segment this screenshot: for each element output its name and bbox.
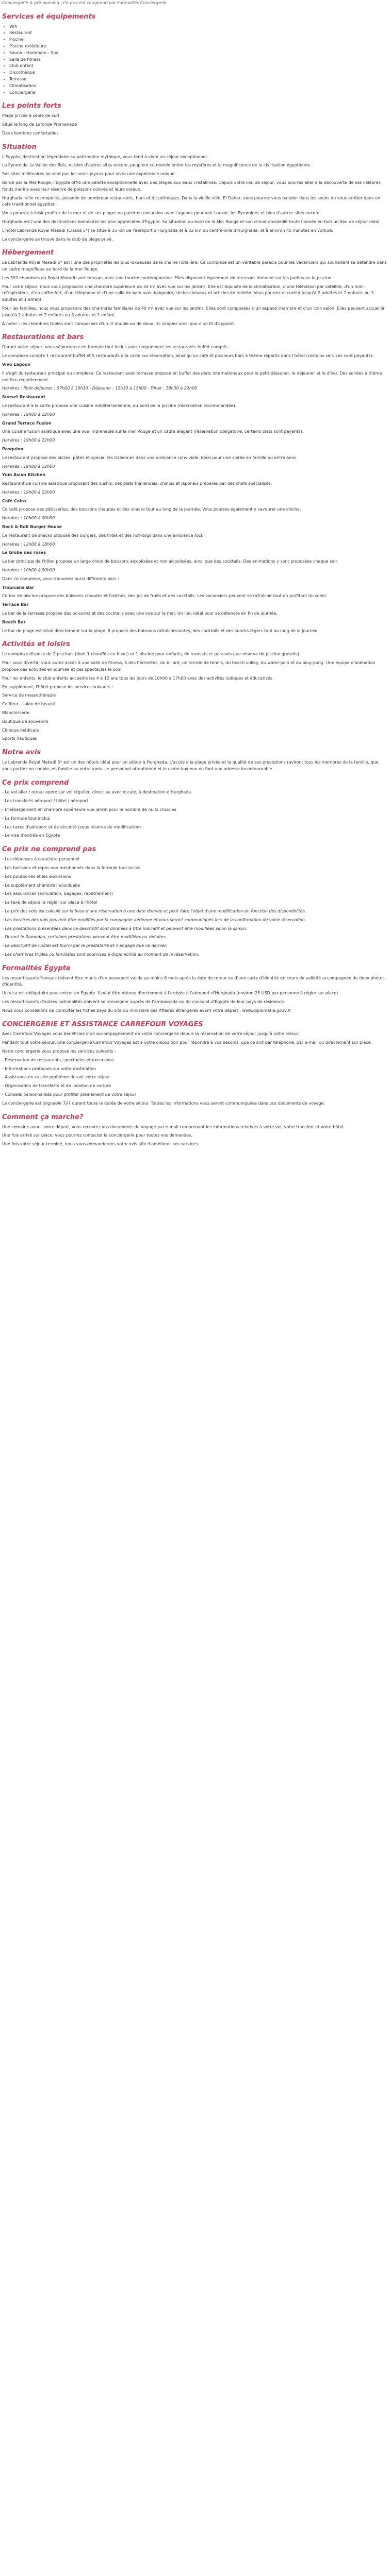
situation-paragraph: Hurghada est l'une des destinations balnéaires les plus appréciées d'Égypte. Sa situation au bord de la Mer Rouge et son climat ensoleillé toute l'année en font un lieu de séjour idéal. bbox=[2, 219, 381, 224]
list-item: • Discothèque bbox=[9, 70, 389, 76]
prix-comprend-line: - Le visa d'entrée en Égypte bbox=[2, 833, 60, 838]
conciergerie-bullet: - Assistance en cas de problème durant votre séjour bbox=[2, 1075, 110, 1080]
restaurant-name: Yum Asian Kitchen bbox=[2, 472, 45, 478]
notre-avis-paragraph: Le Labranda Royal Makadi 5* est un des hôtels idéal pour un séjour à Hurghada. L'accès à la plage privée et la qualité de ses prestations raviront tous les membres de la famille, que vous partiez en couple, en famille ou entre amis. Le personnel attentionné et le cadre luxueux en font une adresse incontournable. bbox=[2, 759, 379, 771]
situation-paragraph: Hurghada, ville cosmopolite, possède de nombreux restaurants, bars et discothèques. Dans la vieille ville, El Dahar, vous pourrez vous balader dans les souks ou vous arrêter dans un café traditionnel égyptien. bbox=[2, 195, 381, 207]
list-item: • Terrasse bbox=[9, 76, 389, 83]
services-title: Services et équipements bbox=[2, 12, 96, 21]
situation-paragraph: La conciergerie se trouve dans le club de plage privé. bbox=[2, 236, 113, 242]
restaurant-block bbox=[2, 394, 389, 418]
restauration-paragraph: Le complexe compte 1 restaurant buffet et 5 restaurants à la carte sur réservation, ainsi qu'un café et plusieurs bars à thème répartis dans l'hôtel (certains services sont payants). bbox=[2, 353, 374, 359]
conciergerie-bullet: - Conseils personnalisés pour profiter pleinement de votre séjour bbox=[2, 1092, 137, 1097]
list-item: • Climatisation bbox=[9, 83, 389, 90]
restaurant-hours: Horaires : 12h00 à 18h00 bbox=[2, 541, 55, 547]
restaurant-name: Café Cairo bbox=[2, 498, 26, 503]
list-item: • Piscine extérieure bbox=[9, 43, 389, 50]
list-item: • Club enfant bbox=[9, 63, 389, 70]
restaurant-text: Ce café propose des pâtisseries, des boissons chaudes et des snacks tout au long de la journée. Vous pourrez également y savourer une chicha. bbox=[2, 507, 301, 512]
prix-comprend-title: Ce prix comprend bbox=[2, 778, 69, 787]
bar-name: Terrace Bar bbox=[2, 602, 29, 607]
activites-paragraph: En supplément, l'hôtel propose les services suivants : bbox=[2, 684, 113, 689]
prix-note: - Les horaires des vols peuvent être modifiés par la compagnie aérienne et vous seront communiqués lors de la confirmation de votre réservation. bbox=[2, 917, 306, 922]
restaurant-name: Le Globe des roses bbox=[2, 550, 46, 555]
prix-comprend-line: - L'hébergement en chambre supérieure vue jardin pour le nombre de nuits choisies bbox=[2, 807, 176, 812]
hebergement-paragraph: Le Labranda Royal Makadi 5* est l'une des propriétés les plus luxueuses de la chaîne hôtelière. Ce complexe est un véritable paradis pour les vacanciers qui souhaitent se détendre dans un cadre magnifique au bord de la mer Rouge. bbox=[2, 260, 387, 272]
extra-item: Sports nautiques bbox=[2, 736, 37, 741]
prix-ne-comprend-line: - Le supplément chambre individuelle bbox=[2, 883, 80, 888]
situation-paragraph: L'Égypte, destination légendaire au patrimoine mythique, vous tend à vivre un séjour exceptionnel. bbox=[2, 154, 208, 159]
situation-paragraph: Ses sites millénaires ne sont pas les seuls joyaux pour vivre une expérience unique. bbox=[2, 172, 176, 177]
prix-ne-comprend-title: Ce prix ne comprend pas bbox=[2, 845, 96, 854]
restaurant-block bbox=[2, 498, 389, 522]
hebergement-paragraph: Les 392 chambres du Royal Makadi sont conçues avec une touche contemporaine. Elles disposent également de terrasses donnant sur les jardins ou la piscine. bbox=[2, 275, 333, 280]
activites-paragraph: Pour vous divertir, vous aurez accès à une salle de fitness, à des fléchettes, du billard, un terrain de tennis, du beach-volley, du water-polo et du ping-pong. Une équipe d'animation propose des activités en journée et des spectacles le soir. bbox=[2, 660, 376, 672]
bars-intro: Dans ce complexe, vous trouverez aussi différents bars : bbox=[2, 576, 119, 581]
bar-text: Le bar de plage est situé directement sur la plage. Il propose des boissons rafraîchissantes, des cocktails et des snacks légers tout au long de la journée. bbox=[2, 628, 319, 633]
restaurant-hours: Horaires : 19h00 à 22h00 bbox=[2, 412, 55, 417]
prix-ne-comprend-line: - Les assurances (annulation, bagages, rapatriement) bbox=[2, 891, 113, 896]
bar-name: Tropicana Bar bbox=[2, 585, 34, 590]
prix-note: - Le prix des vols est calculé sur la base d'une réservation à une date donnée et peut faire l'objet d'une modification en fonction des disponibilités. bbox=[2, 908, 306, 913]
restaurant-name: Rock & Roll Burger House bbox=[2, 524, 62, 530]
points-forts-section bbox=[2, 102, 389, 137]
formalites-section bbox=[2, 964, 389, 1014]
hebergement-section bbox=[2, 249, 389, 327]
situation-title: Situation bbox=[2, 143, 37, 151]
conciergerie-title: CONCIERGERIE ET ASSISTANCE CARREFOUR VOYAGES bbox=[2, 1020, 203, 1028]
restaurant-text: Le bar principal de l'hôtel propose un large choix de boissons alcoolisées et non alcoolisées, ainsi que des cocktails. Des animations y sont proposées chaque soir. bbox=[2, 559, 338, 564]
restaurant-hours: Horaires : 19h00 à 22h00 bbox=[2, 489, 55, 495]
notre-avis-section bbox=[2, 749, 389, 772]
restauration-paragraph: Durant votre séjour, vous séjournerez en formule tout inclus avec uniquement les restaurants buffet compris. bbox=[2, 345, 229, 350]
formalites-paragraph: Les ressortissants français doivent être munis d'un passeport valide au moins 6 mois après la date de retour ou d'une carte d'identité en cours de validité accompagnée de deux photos d'identité. bbox=[2, 975, 385, 987]
activites-title: Activités et loisirs bbox=[2, 640, 71, 649]
comment-paragraph: Une semaine avant votre départ, vous recevrez vos documents de voyage par e-mail comprenant les informations relatives à votre vol, votre transfert et votre hôtel. bbox=[2, 1124, 345, 1129]
comment-paragraph: Une fois votre séjour terminé, nous vous demanderons votre avis afin d'améliorer nos services. bbox=[2, 1142, 200, 1147]
situation-paragraph: L'hôtel Labranda Royal Makadi (Classé 5*) se situe à 35 km de l'aéroport d'Hurghada et à 32 km du centre-ville d'Hurghada, et à environ 45 minutes en voiture. bbox=[2, 228, 333, 233]
hebergement-title: Hébergement bbox=[2, 249, 54, 257]
prix-comprend-line: - Les taxes d'aéroport et de sécurité (sous réserve de modification) bbox=[2, 824, 141, 829]
situation-paragraph: Vous pourrez à loisir profiter de la mer et de ses plages ou partir en excursion avec l'agence pour voir Louxor, les Pyramides et bien d'autres sites encore. bbox=[2, 211, 321, 216]
prix-note: - Durant le Ramadan, certaines prestations peuvent être modifiées ou réduites. bbox=[2, 935, 167, 940]
restaurant-block bbox=[2, 420, 389, 444]
restaurant-text: Une cuisine fusion asiatique avec une vue imprenable sur la mer Rouge et un cadre élégant (réservation obligatoire, certains plats sont payants). bbox=[2, 429, 304, 434]
restaurant-hours: Horaires : 19h00 à 22h00 bbox=[2, 438, 55, 443]
conciergerie-paragraph: Pendant tout votre séjour, une conciergerie Carrefour Voyages est à votre disposition pour répondre à vos besoins, que ce soit par téléphone, par e-mail ou directement sur place. bbox=[2, 1040, 372, 1045]
formalites-paragraph: Les ressortissants d'autres nationalités doivent se renseigner auprès de l'ambassade ou du consulat d'Égypte de leur pays de résidence. bbox=[2, 999, 285, 1004]
prix-ne-comprend-section bbox=[2, 845, 389, 958]
restaurant-text: Ce restaurant de snacks propose des burgers, des frites et des hot-dogs dans une ambiance rock. bbox=[2, 533, 205, 538]
extra-item: Clinique médicale bbox=[2, 727, 39, 733]
points-forts-line: Plage privée à seule de sud bbox=[2, 113, 59, 118]
notre-avis-title: Notre avis bbox=[2, 749, 41, 757]
prix-comprend-section bbox=[2, 779, 389, 840]
hebergement-paragraph: À noter : les chambres triples sont composées d'un lit double ou de deux lits simples ainsi que d'un lit d'appoint. bbox=[2, 321, 235, 326]
points-forts-line: Des chambres confortables bbox=[2, 130, 59, 135]
comment-paragraph: Une fois arrivé sur place, vous pourrez contacter la conciergerie pour toutes vos demandes. bbox=[2, 1133, 192, 1138]
prix-comprend-line: - La formule tout inclus bbox=[2, 816, 50, 821]
bar-text: Ce bar de piscine propose des boissons chaudes et fraîches, des jus de fruits et des cocktails. Les vacanciers peuvent se rafraîchir tout en profitant du soleil. bbox=[2, 594, 327, 599]
prix-ne-comprend-line: - Les pourboires et les excursions bbox=[2, 874, 71, 879]
extra-item: Boutique de souvenirs bbox=[2, 719, 48, 724]
list-item: • Conciergerie bbox=[9, 90, 389, 96]
restaurant-block bbox=[2, 550, 389, 573]
prix-note: - Les chambres triples ou familiales sont soumises à disponibilité au moment de la réservation. bbox=[2, 952, 199, 957]
restaurant-text: Restaurant de cuisine asiatique proposant des sushis, des plats thaïlandais, chinois et japonais préparés par des chefs spécialisés. bbox=[2, 481, 272, 486]
services-section bbox=[2, 13, 389, 96]
extra-item: Blanchisserie bbox=[2, 710, 30, 715]
restaurant-hours: Horaires : Petit-déjeuner : 07h00 à 10h30 - Déjeuner : 12h30 à 15h00 - Dîner : 18h30 à 22h00 bbox=[2, 386, 198, 391]
restaurant-block bbox=[2, 472, 389, 496]
points-forts-title: Les points forts bbox=[2, 102, 61, 110]
extra-item: Coiffeur - salon de beauté bbox=[2, 702, 56, 707]
conciergerie-section bbox=[2, 1021, 389, 1107]
restaurant-text: Il s'agit du restaurant principal du complexe. Ce restaurant avec terrasse propose en buffet des plats internationaux pour le petit-déjeuner, le déjeuner et le dîner. Des soirées à thème ont lieu régulièrement. bbox=[2, 370, 382, 382]
activites-paragraph: Pour les enfants, le club enfants accueille les 4 à 12 ans tous les jours de 10h00 à 17h00 avec des activités ludiques et éducatives. bbox=[2, 675, 274, 681]
comment-section bbox=[2, 1113, 389, 1148]
activites-section bbox=[2, 640, 389, 742]
prix-ne-comprend-line: - Les dépenses à caractère personnel bbox=[2, 857, 79, 862]
restaurant-name: Pasquino bbox=[2, 446, 24, 451]
conciergerie-footer: La conciergerie est joignable 7j/7 durant toute la durée de votre séjour. Toutes les informations vous seront communiquées dans vos documents de voyage. bbox=[2, 1100, 325, 1106]
formalites-title: Formalités Égypte bbox=[2, 964, 71, 972]
conciergerie-bullet: - Réservation de restaurants, spectacles et excursions bbox=[2, 1057, 115, 1062]
restaurant-name: Vivo Lagoon bbox=[2, 362, 31, 367]
situation-paragraph: La Pyramide, la Vallée des Rois, et bien d'autres sites encore, peuplent ce monde entier les mystères et la magnificence de la civilisation égyptienne. bbox=[2, 163, 312, 168]
comment-title: Comment ça marche? bbox=[2, 1113, 84, 1121]
prix-note: - Les prestations présentées dans ce descriptif sont données à titre indicatif et peuvent être modifiées selon la saison. bbox=[2, 926, 248, 931]
prix-ne-comprend-line: - La taxe de séjour, à régler sur place à l'hôtel bbox=[2, 900, 97, 905]
conciergerie-paragraph: Notre conciergerie vous propose les services suivants : bbox=[2, 1049, 116, 1054]
conciergerie-bullet: - Organisation de transferts et de location de voiture bbox=[2, 1083, 111, 1089]
restaurant-hours: Horaires : 10h00 à 00h00 bbox=[2, 568, 55, 573]
hebergement-paragraph: Pour votre séjour, nous vous proposons une chambre supérieure de 34 m² avec vue sur les jardins. Elle est équipée de la climatisation, d'une télévision par satellite, d'un mini-réfrigérateur, d'un coffre-fort, d'un téléphone et d'une salle de bain avec baignoire, sèche-cheveux et articles de toilette. Vous pourrez accueillir jusqu'à 2 adultes et 2 enfants ou 3 adultes et 1 enfant. bbox=[2, 284, 374, 302]
services-list bbox=[2, 24, 389, 96]
restaurant-name: Sunset Restaurant bbox=[2, 395, 46, 400]
intro-line: Conciergerie & pre-opening | Ce prix est comprend par Formalités Conciergerie bbox=[2, 1, 167, 5]
formalites-paragraph: Un visa est obligatoire pour entrer en Égypte. Il peut être obtenu directement à l'arrivée à l'aéroport d'Hurghada (environ 25 USD par personne à régler sur place). bbox=[2, 991, 339, 996]
restaurant-block bbox=[2, 446, 389, 470]
extra-item: Service de massothérapie bbox=[2, 693, 56, 698]
restaurant-block bbox=[2, 362, 389, 392]
list-item: • Wifi bbox=[9, 24, 389, 30]
page bbox=[0, 0, 391, 1156]
points-forts-line: Situé le long de Lafonde Promenade bbox=[2, 122, 77, 127]
list-item: • Piscine bbox=[9, 37, 389, 43]
hebergement-paragraph: Pour les familles, nous vous proposons des chambres familiales de 40 m² avec vue sur les jardins. Elles sont composées d'un espace chambre et d'un coin salon. Elles peuvent accueillir jusqu'à 2 adultes et 2 enfants ou 3 adultes et 1 enfant. bbox=[2, 306, 385, 317]
restaurant-text: Le restaurant propose des pizzas, pâtes et spécialités italiennes dans une ambiance conviviale. Idéal pour une soirée en famille ou entre amis. bbox=[2, 455, 298, 460]
bar-block bbox=[2, 585, 389, 600]
prix-comprend-line: - Le vol aller / retour opéré sur vol régulier, direct ou avec escale, à destination d'Hurghada bbox=[2, 790, 191, 795]
prix-note: - Le descriptif de l'hôtel est fourni par le prestataire et n'engage que ce dernier. bbox=[2, 943, 168, 948]
situation-paragraph: Bordé par la Mer Rouge, l'Égypte offre une palette exceptionnelle avec des plages aux eaux cristallines. Depuis votre lieu de séjour, vous pourrez aller à la découverte de ses célèbres fonds marins avec leur réserve de poissons colorés et leurs coraux. bbox=[2, 180, 381, 192]
activites-paragraph: Le complexe dispose de 2 piscines (dont 1 chauffée en hiver) et 1 piscine pour enfants, de transats et parasols (sur réserve de piscine gratuits). bbox=[2, 652, 301, 657]
restaurant-name: Grand Terrace Fusion bbox=[2, 420, 52, 426]
list-item: • Salle de fitness bbox=[9, 57, 389, 63]
conciergerie-paragraph: Avec Carrefour Voyages vous bénéficiez d'un accompagnement de votre conciergerie depuis la réservation de votre séjour jusqu'à votre retour. bbox=[2, 1031, 299, 1037]
bar-name: Beach Bar bbox=[2, 619, 26, 624]
restaurant-block bbox=[2, 524, 389, 548]
restauration-section bbox=[2, 333, 389, 634]
restaurant-hours: Horaires : 10h00 à 00h00 bbox=[2, 516, 55, 521]
bar-text: Le bar de la terrasse propose des boissons et des cocktails avec une vue sur la mer. Un lieu idéal pour se détendre en fin de journée. bbox=[2, 611, 278, 616]
restaurant-hours: Horaires : 19h00 à 22h00 bbox=[2, 464, 55, 469]
conciergerie-bullet: - Informations pratiques sur votre destination bbox=[2, 1066, 96, 1071]
bar-block bbox=[2, 602, 389, 617]
formalites-paragraph: Nous vous conseillons de consulter les fiches pays du site du ministère des Affaires étrangères avant votre départ : www.diplomatie.gouv.fr bbox=[2, 1008, 291, 1013]
restaurant-text: Le restaurant à la carte propose une cuisine méditerranéenne, au bord de la piscine (réservation recommandée). bbox=[2, 403, 237, 408]
situation-section bbox=[2, 143, 389, 243]
bar-block bbox=[2, 619, 389, 635]
prix-comprend-line: - Les transferts aéroport / hôtel / aéroport bbox=[2, 799, 89, 804]
list-item: • Restaurant bbox=[9, 30, 389, 37]
list-item: • Sauna - Hammam - Spa bbox=[9, 50, 389, 57]
prix-ne-comprend-line: - Les boissons et repas non mentionnés dans la formule tout inclus bbox=[2, 865, 141, 870]
restauration-title: Restaurations et bars bbox=[2, 333, 84, 342]
